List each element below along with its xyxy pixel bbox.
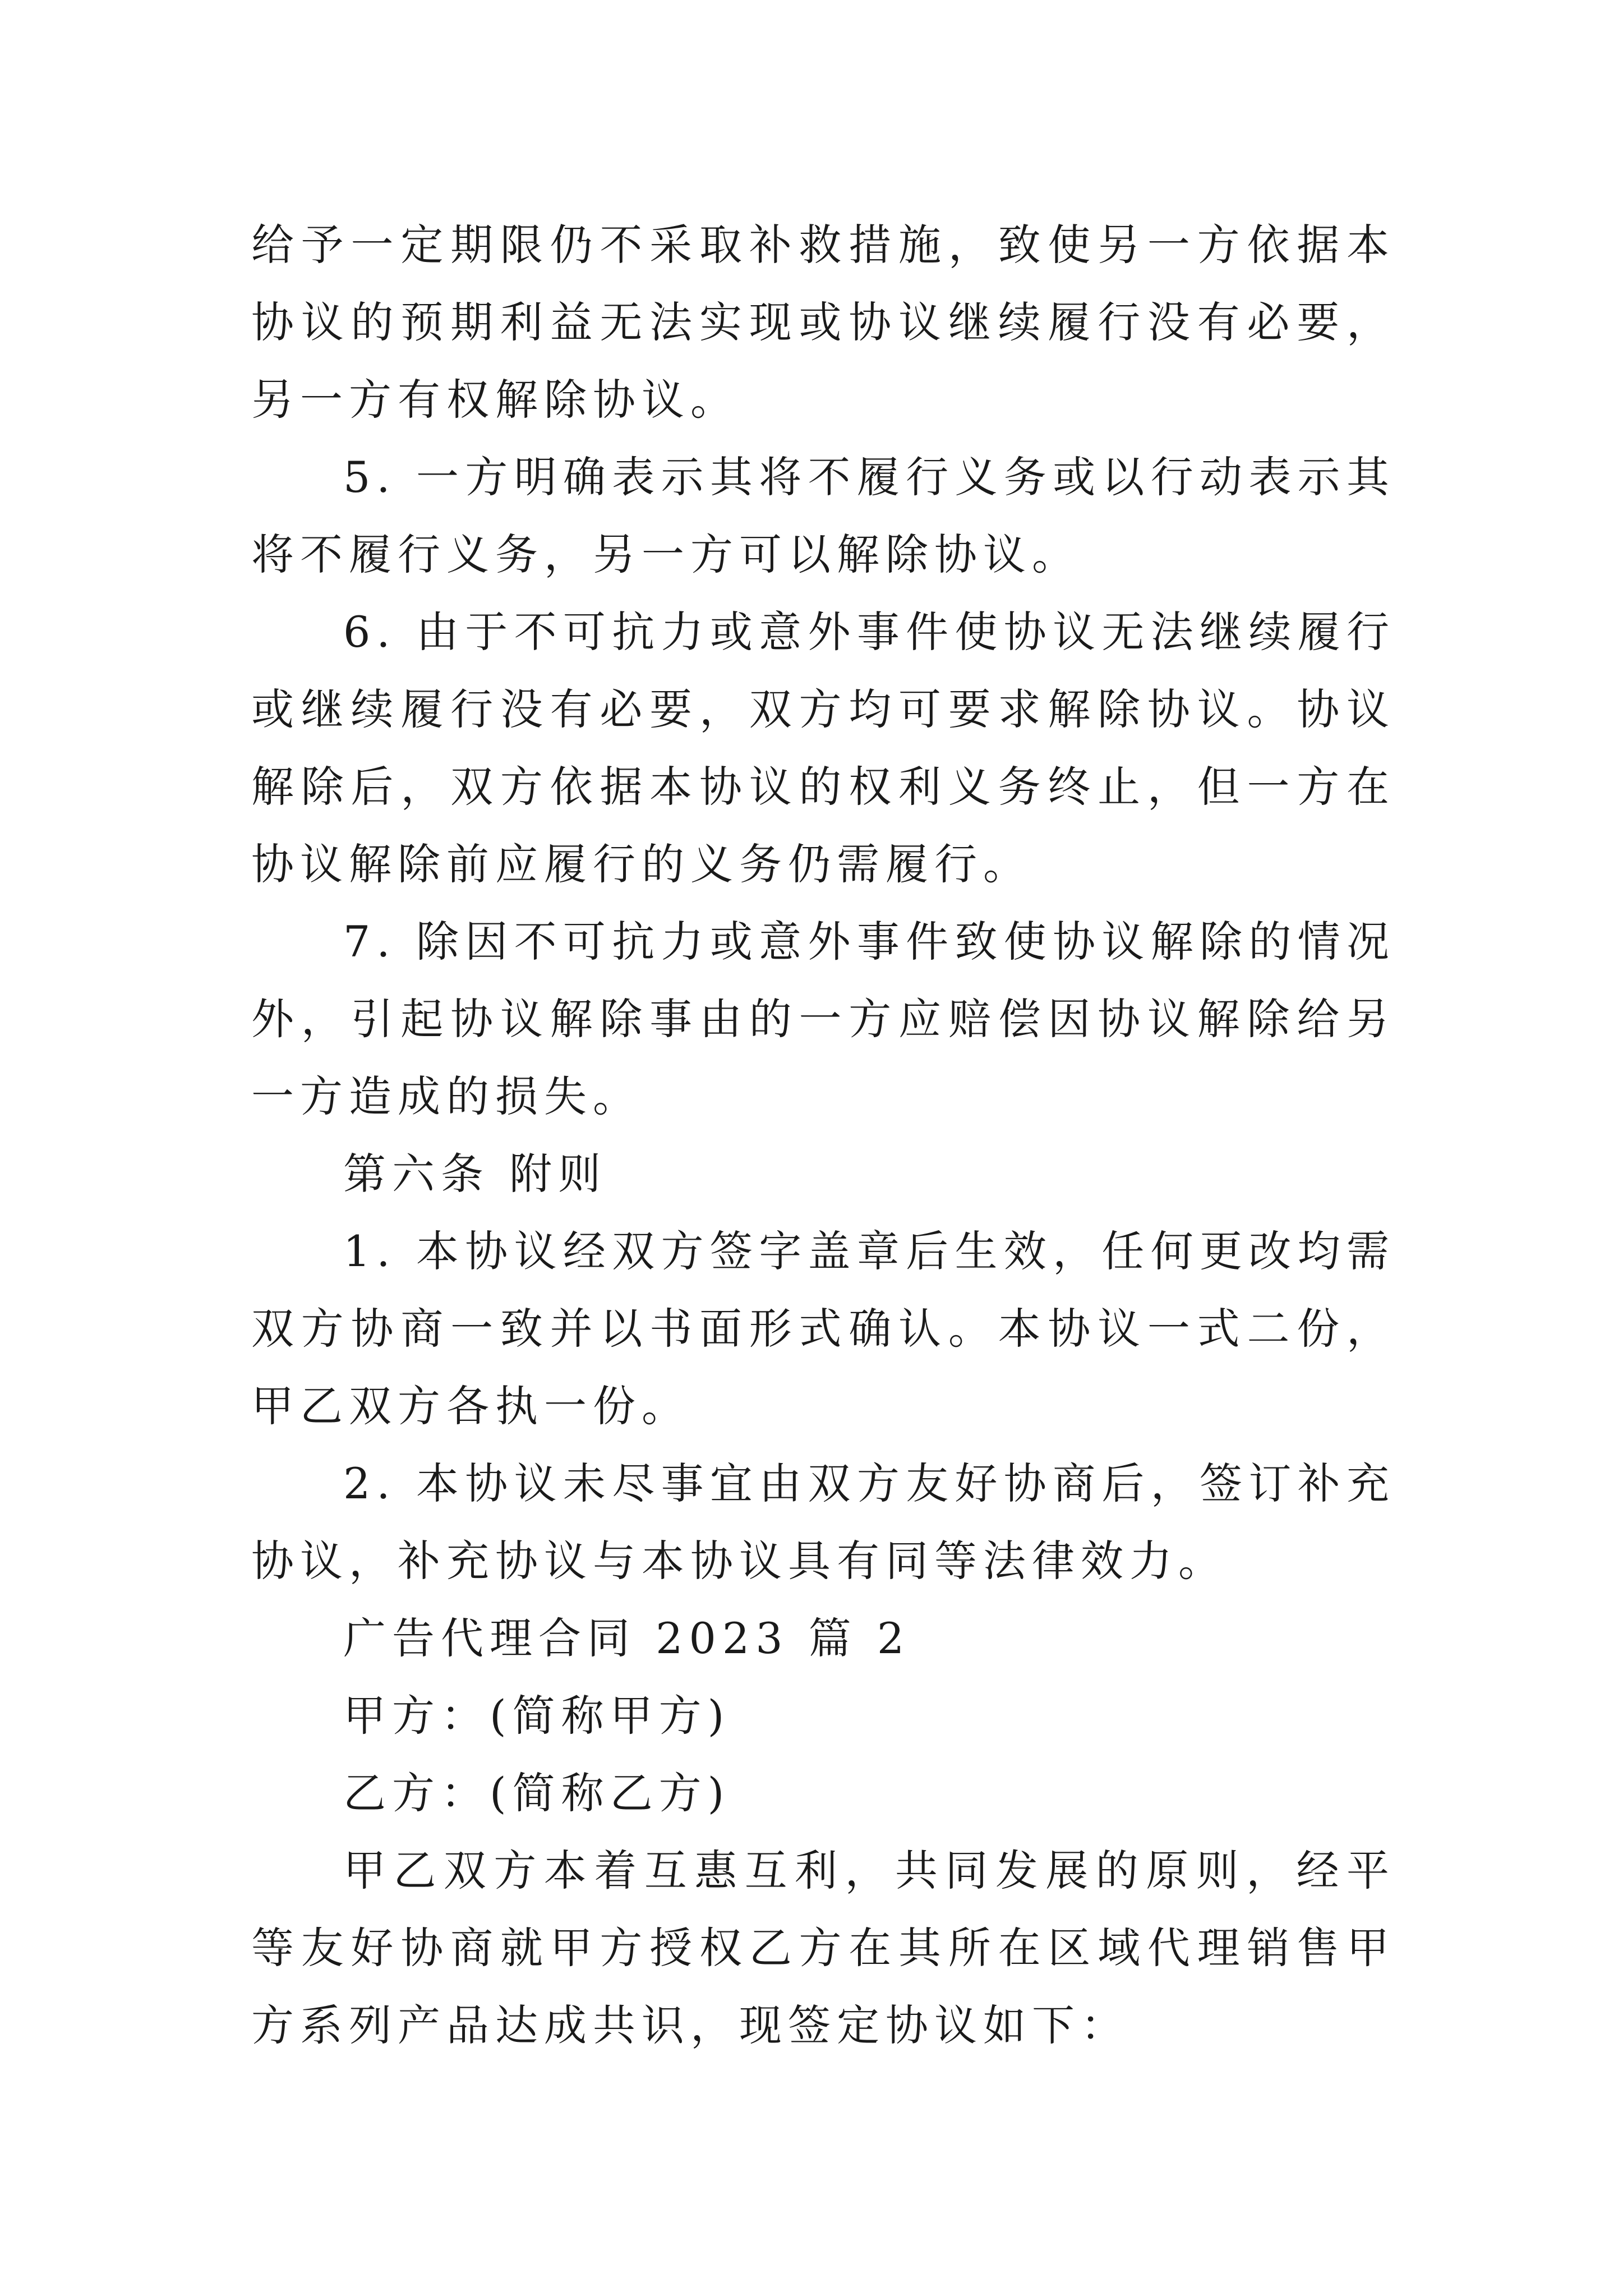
preamble-paragraph: 甲乙双方本着互惠互利，共同发展的原则，经平等友好协商就甲方授权乙方在其所在区域代理销售甲方系列产品达成共识，现签定协议如下： (251, 1846, 1395, 2050)
clause-item-7: 7. 除因不可抗力或意外事件致使协议解除的情况外，引起协议解除事由的一方应赔偿因协议解除给另一方造成的损失。 (251, 917, 1395, 1121)
document-body (251, 206, 1395, 2064)
clause-item-5: 5. 一方明确表示其将不履行义务或以行动表示其将不履行义务，另一方可以解除协议。 (251, 452, 1395, 579)
clause-item-6: 6. 由于不可抗力或意外事件使协议无法继续履行或继续履行没有必要，双方均可要求解除协议。协议解除后，双方依据本协议的权利义务终止，但一方在协议解除前应履行的义务仍需履行。 (251, 607, 1395, 889)
section-heading-article-6: 第六条 附则 (343, 1149, 607, 1199)
clause-item-1: 1. 本协议经双方签字盖章后生效，任何更改均需双方协商一致并以书面形式确认。本协议一式二份，甲乙双方各执一份。 (251, 1226, 1395, 1431)
contract-title: 广告代理合同 2023 篇 2 (343, 1613, 911, 1663)
paragraph-continuation: 给予一定期限仍不采取补救措施，致使另一方依据本协议的预期利益无法实现或协议继续履行没有必要，另一方有权解除协议。 (251, 220, 1395, 425)
party-a-line: 甲方：(简称甲方) (343, 1691, 731, 1741)
party-b-line: 乙方：(简称乙方) (343, 1768, 731, 1818)
clause-item-2: 2. 本协议未尽事宜由双方友好协商后，签订补充协议，补充协议与本协议具有同等法律效力。 (251, 1458, 1395, 1586)
